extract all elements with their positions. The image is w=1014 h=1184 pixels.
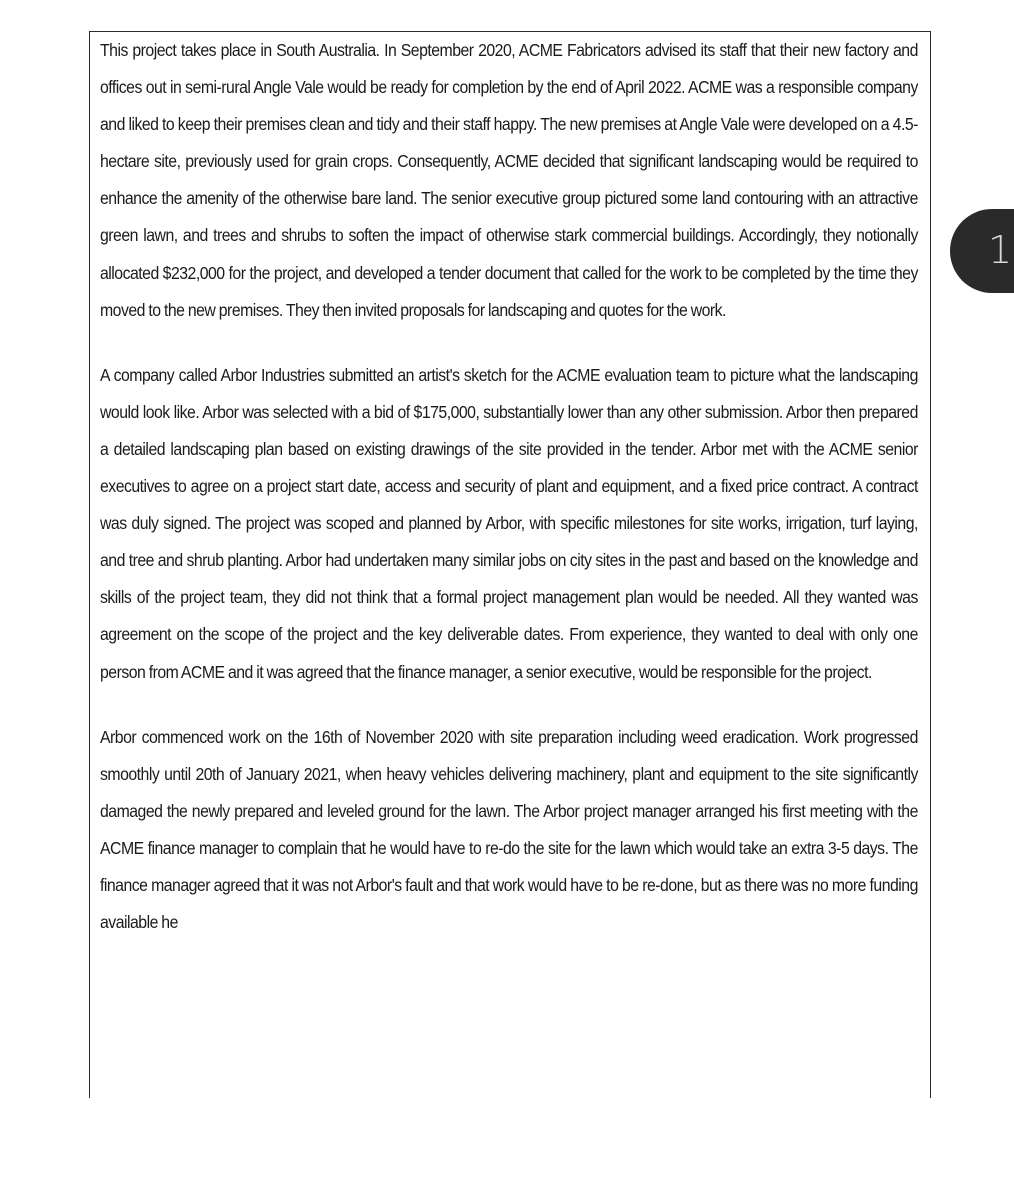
paragraph-2: A company called Arbor Industries submitted an artist's sketch for the ACME evaluation team to picture what the landscaping would look like. Arbor was selected with a bid of $175,000, substantially lower than any other submission. Arbor then prepared a detailed landscaping plan based on existing drawings of the site provided in the tender. Arbor met with the ACME senior executives to agree on a project start date, access and security of plant and equipment, and a fixed price contract. A contract was duly signed. The project was scoped and planned by Arbor, with specific milestones for site works, irrigation, turf laying, and tree and shrub planting. Arbor had undertaken many similar jobs on city sites in the past and based on the knowledge and skills of the project team, they did not think that a formal project management plan would be needed. All they wanted was agreement on the scope of the project and the key deliverable dates. From experience, they wanted to deal with only one person from ACME and it was agreed that the finance manager, a senior executive, would be responsible for the project. bbox=[100, 364, 918, 682]
paragraph-1: This project takes place in South Australia. In September 2020, ACME Fabricators advised its staff that their new factory and offices out in semi-rural Angle Vale would be ready for completion by the end of April 2022. ACME was a responsible company and liked to keep their premises clean and tidy and their staff happy. The new premises at Angle Vale were developed on a 4.5-hectare site, previously used for grain crops. Consequently, ACME decided that significant landscaping would be required to enhance the amenity of the otherwise bare land. The senior executive group pictured some land contouring with an attractive green lawn, and trees and shrubs to soften the impact of otherwise stark commercial buildings. Accordingly, they notionally allocated $232,000 for the project, and developed a tender document that called for the work to be completed by the time they moved to the new premises. They then invited proposals for landscaping and quotes for the work. bbox=[100, 40, 918, 320]
document-body bbox=[100, 32, 918, 941]
page-number: 1 bbox=[988, 228, 1013, 272]
document-page bbox=[89, 31, 931, 1098]
paragraph-3: Arbor commenced work on the 16th of November 2020 with site preparation including weed eradication. Work progressed smoothly until 20th of January 2021, when heavy vehicles delivering machinery, plant and equipment to the site significantly damaged the newly prepared and leveled ground for the lawn. The Arbor project manager arranged his first meeting with the ACME finance manager to complain that he would have to re-do the site for the lawn which would take an extra 3-5 days. The finance manager agreed that it was not Arbor's fault and that work would have to be re-done, but as there was no more funding available he bbox=[100, 726, 918, 933]
page-indicator[interactable] bbox=[950, 209, 1014, 293]
